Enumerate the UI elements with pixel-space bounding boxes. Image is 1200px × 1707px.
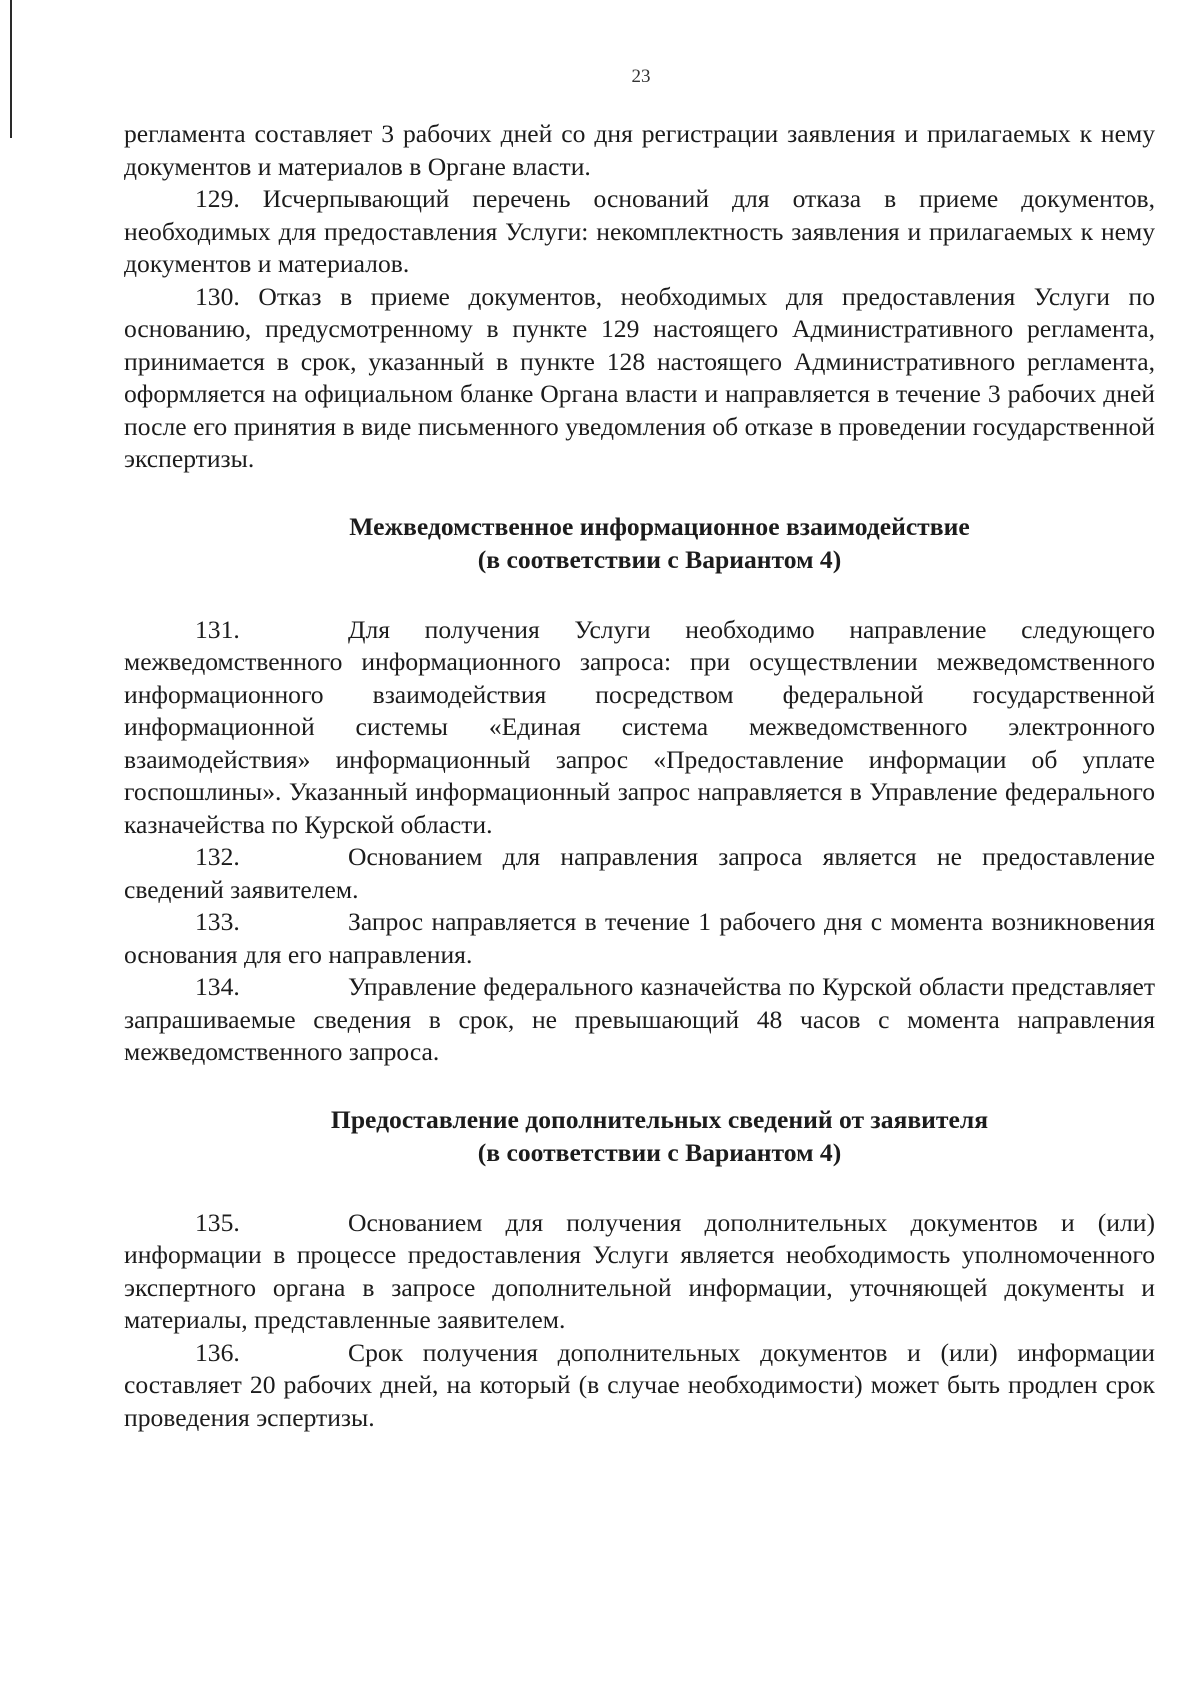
paragraph-129: 129. Исчерпывающий перечень оснований для отказа в приеме документов, необходимых для предоставления Услуги: некомплектность заявления и прилагаемых к нему документов и материалов. — [124, 184, 1155, 278]
section-heading-line: Предоставление дополнительных сведений от заявителя — [330, 1104, 989, 1134]
section-heading-line: (в соответствии с Вариантом 4) — [477, 1137, 842, 1167]
paragraph-130: 130. Отказ в приеме документов, необходимых для предоставления Услуги по основанию, предусмотренному в пункте 129 настоящего Административного регламента, принимается в срок, указанный в пункте 128 настоящего Административного регламента, оформляется на официальном бланке Органа власти и направляется в течение 3 рабочих дней после его принятия в виде письменного уведомления об отказе в проведении государственной экспертизы. — [124, 281, 1155, 473]
paragraph-number: 135. — [195, 1207, 240, 1237]
section-heading-additional-info — [124, 1103, 1155, 1169]
section-heading-line: Межведомственное информационное взаимодействие — [349, 511, 970, 541]
paragraph-132 — [124, 841, 1155, 906]
paragraph-text: Основанием для получения дополнительных документов и (или) информации в процессе предоставления Услуги является необходимость уполномоченного экспертного органа в запросе дополнительной информации, уточняющей документы и материалы, представленные заявителем. — [124, 1207, 1155, 1334]
paragraph-135 — [124, 1207, 1155, 1337]
paragraph-number: 131. — [195, 614, 240, 644]
paragraph-number: 136. — [195, 1337, 240, 1367]
paragraph-number: 134. — [195, 972, 240, 1001]
section-heading-interagency — [124, 510, 1155, 576]
paragraph-136 — [124, 1337, 1155, 1435]
section-heading-line: (в соответствии с Вариантом 4) — [477, 544, 842, 574]
paragraph-number: 133. — [195, 907, 240, 936]
paragraph-text: Срок получения дополнительных документов и (или) информации составляет 20 рабочих дней, на который (в случае необходимости) может быть продлен срок проведения эспертизы. — [124, 1337, 1155, 1432]
paragraph-133 — [124, 906, 1155, 971]
paragraph-number: 132. — [195, 842, 240, 871]
document-body — [124, 118, 1155, 1434]
paragraph-text: Для получения Услуги необходимо направление следующего межведомственного информационного запроса: при осуществлении межведомственного информационного взаимодействия посредством федеральной государственной информационной системы «Единая система межведомственного электронного взаимодействия» информационный запрос «Предоставление информации об уплате госпошлины». Указанный информационный запрос направляется в Управление федерального казначейства по Курской области. — [124, 614, 1155, 839]
paragraph-131 — [124, 614, 1155, 842]
paragraph-134 — [124, 971, 1155, 1069]
paragraph-text: Основанием для направления запроса является не предоставление сведений заявителем. — [124, 842, 1155, 904]
paragraph-text: Запрос направляется в течение 1 рабочего дня с момента возникновения основания для его направления. — [124, 907, 1155, 969]
page-number: 23 — [631, 66, 651, 87]
paragraph-text: Управление федерального казначейства по Курской области представляет запрашиваемые сведения в срок, не превышающий 48 часов с момента направления межведомственного запроса. — [124, 972, 1155, 1066]
paragraph-128-continuation: регламента составляет 3 рабочих дней со дня регистрации заявления и прилагаемых к нему документов и материалов в Органе власти. — [124, 119, 1155, 181]
